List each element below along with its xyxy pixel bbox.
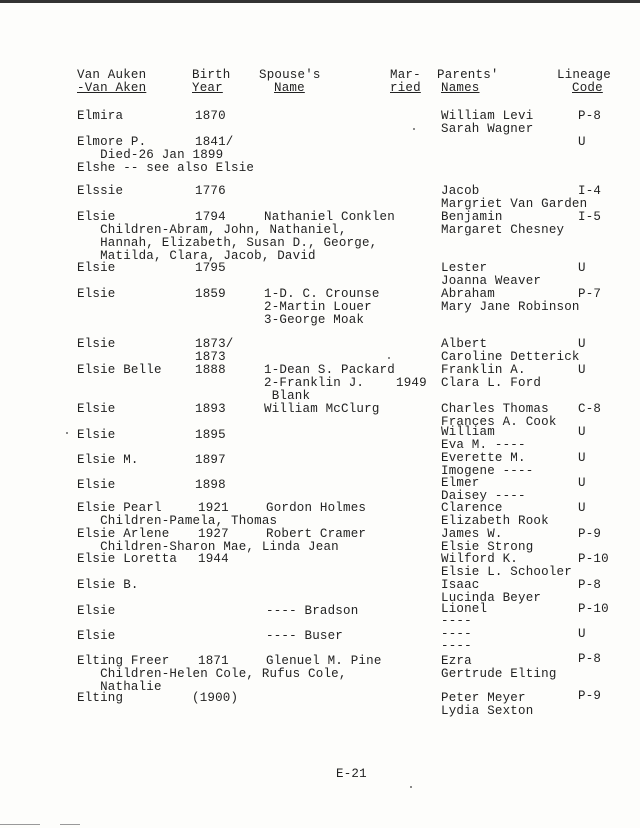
header-parents-1: Parents' bbox=[437, 68, 499, 82]
entry-spouse: 1-D. C. Crounse bbox=[264, 287, 380, 301]
entry-lineage-code: P-8 bbox=[578, 652, 602, 666]
entry-birth: 1873 bbox=[195, 350, 226, 364]
entry-parent-1: Everette M. bbox=[441, 451, 526, 465]
entry-parent-1: William bbox=[441, 425, 495, 439]
entry-spouse: Gordon Holmes bbox=[266, 501, 367, 515]
entry-spouse: Glenuel M. Pine bbox=[266, 654, 382, 668]
entry-name: Elsie Belle bbox=[77, 363, 162, 377]
entry-name: Elsie Pearl bbox=[77, 501, 162, 515]
scan-edge bbox=[0, 822, 640, 828]
entry-lineage-code: U bbox=[578, 135, 586, 149]
header-parents-2: Names bbox=[441, 81, 480, 95]
entry-parent-2: Lucinda Beyer bbox=[441, 591, 542, 605]
entry-birth: 1897 bbox=[195, 453, 226, 467]
entry-birth: 1841/ bbox=[195, 135, 234, 149]
entry-lineage-code: P-7 bbox=[578, 287, 602, 301]
entry-lineage-code: I-4 bbox=[578, 184, 602, 198]
header-lineage-2: Code bbox=[572, 81, 603, 95]
entry-name: Elmira bbox=[77, 109, 124, 123]
entry-parent-1: Lester bbox=[441, 261, 488, 275]
entry-parent-2: Clara L. Ford bbox=[441, 376, 542, 390]
top-border bbox=[0, 0, 640, 3]
entry-name: Elsie B. bbox=[77, 578, 139, 592]
entry-birth: 1776 bbox=[195, 184, 226, 198]
entry-birth: 1921 bbox=[198, 501, 229, 515]
entry-parent-1: Clarence bbox=[441, 501, 503, 515]
header-name-1: Van Auken bbox=[77, 68, 147, 82]
entry-children: Hannah, Elizabeth, Susan D., George, bbox=[77, 236, 378, 250]
entry-note: Elshe -- see also Elsie bbox=[77, 161, 255, 175]
scan-speck bbox=[66, 432, 68, 434]
entry-spouse: Robert Cramer bbox=[266, 527, 367, 541]
entry-name: Elsie bbox=[77, 402, 116, 416]
entry-birth: 1870 bbox=[195, 109, 226, 123]
entry-birth: 1944 bbox=[198, 552, 229, 566]
entry-parent-1: Albert bbox=[441, 337, 488, 351]
entry-spouse: 2-Franklin J. bbox=[264, 376, 365, 390]
entry-parent-1: Ezra bbox=[441, 654, 472, 668]
entry-parent-2: Daisey ---- bbox=[441, 489, 526, 503]
entry-lineage-code: U bbox=[578, 451, 586, 465]
entry-lineage-code: U bbox=[578, 501, 586, 515]
entry-lineage-code: U bbox=[578, 363, 586, 377]
entry-parent-1: ---- bbox=[441, 627, 472, 641]
entry-name: Elmore P. bbox=[77, 135, 147, 149]
entry-children: Children-Helen Cole, Rufus Cole, bbox=[77, 667, 347, 681]
entry-name: Elting bbox=[77, 691, 124, 705]
entry-lineage-code: P-9 bbox=[578, 689, 602, 703]
entry-spouse: 2-Martin Louer bbox=[264, 300, 372, 314]
entry-parent-1: Jacob bbox=[441, 184, 480, 198]
entry-birth: 1795 bbox=[195, 261, 226, 275]
entry-name: Elsie Loretta bbox=[77, 552, 178, 566]
entry-lineage-code: U bbox=[578, 476, 586, 490]
entry-lineage-code: U bbox=[578, 425, 586, 439]
entry-parent-2: Frances A. Cook bbox=[441, 415, 557, 429]
scan-speck bbox=[388, 357, 390, 359]
entry-lineage-code: C-8 bbox=[578, 402, 602, 416]
entry-lineage-code: U bbox=[578, 261, 586, 275]
entry-parent-2: Mary Jane Robinson bbox=[441, 300, 580, 314]
entry-parent-1: James W. bbox=[441, 527, 503, 541]
entry-name: Elsie bbox=[77, 478, 116, 492]
entry-name: Elssie bbox=[77, 184, 124, 198]
entry-name: Elsie bbox=[77, 629, 116, 643]
entry-parent-1: William Levi bbox=[441, 109, 534, 123]
entry-name: Elsie Arlene bbox=[77, 527, 170, 541]
entry-birth: 1859 bbox=[195, 287, 226, 301]
entry-parent-2: Joanna Weaver bbox=[441, 274, 542, 288]
entry-name: Elsie bbox=[77, 428, 116, 442]
header-married-1: Mar- bbox=[390, 68, 421, 82]
entry-lineage-code: P-8 bbox=[578, 578, 602, 592]
entry-spouse: William McClurg bbox=[264, 402, 380, 416]
entry-children: Children-Pamela, Thomas bbox=[77, 514, 278, 528]
scan-speck bbox=[410, 786, 412, 788]
entry-name: Elsie bbox=[77, 604, 116, 618]
entry-parent-1: Benjamin bbox=[441, 210, 503, 224]
header-lineage-1: Lineage bbox=[557, 68, 611, 82]
entry-name: Elsie bbox=[77, 261, 116, 275]
entry-birth: (1900) bbox=[192, 691, 239, 705]
entry-note: Died-26 Jan 1899 bbox=[77, 148, 224, 162]
entry-parent-1: Abraham bbox=[441, 287, 495, 301]
entry-parent-1: Wilford K. bbox=[441, 552, 519, 566]
entry-spouse: Nathaniel Conklen bbox=[264, 210, 395, 224]
entry-name: Elsie M. bbox=[77, 453, 139, 467]
entry-parent-2: Lydia Sexton bbox=[441, 704, 534, 718]
entry-lineage-code: P-9 bbox=[578, 527, 602, 541]
entry-parent-2: Imogene ---- bbox=[441, 464, 534, 478]
entry-birth: 1898 bbox=[195, 478, 226, 492]
header-spouse-1: Spouse's bbox=[259, 68, 321, 82]
entry-lineage-code: U bbox=[578, 337, 586, 351]
header-birth-2: Year bbox=[192, 81, 223, 95]
entry-birth: 1794 bbox=[195, 210, 226, 224]
entry-parent-1: Peter Meyer bbox=[441, 691, 526, 705]
header-spouse-2: Name bbox=[274, 81, 305, 95]
entry-parent-2: Caroline Detterick bbox=[441, 350, 580, 364]
entry-children: Children-Abram, John, Nathaniel, bbox=[77, 223, 347, 237]
entry-name: Elsie bbox=[77, 287, 116, 301]
entry-parent-2: Sarah Wagner bbox=[441, 122, 534, 136]
entry-lineage-code: P-10 bbox=[578, 602, 609, 616]
entry-lineage-code: P-8 bbox=[578, 109, 602, 123]
entry-name: Elsie bbox=[77, 210, 116, 224]
entry-children: Matilda, Clara, Jacob, David bbox=[77, 249, 316, 263]
entry-lineage-code: U bbox=[578, 627, 586, 641]
entry-birth: 1871 bbox=[198, 654, 229, 668]
entry-parent-2: ---- bbox=[441, 639, 472, 653]
entry-spouse: 1-Dean S. Packard bbox=[264, 363, 395, 377]
header-name-2: -Van Aken bbox=[77, 81, 147, 95]
entry-spouse: 3-George Moak bbox=[264, 313, 365, 327]
entry-birth: 1873/ bbox=[195, 337, 234, 351]
header-married-2: ried bbox=[390, 81, 421, 95]
entry-birth: 1895 bbox=[195, 428, 226, 442]
page-number: E-21 bbox=[336, 767, 367, 781]
entry-birth: 1888 bbox=[195, 363, 226, 377]
entry-spouse: ---- Buser bbox=[266, 629, 344, 643]
entry-name: Elsie bbox=[77, 337, 116, 351]
entry-children: Children-Sharon Mae, Linda Jean bbox=[77, 540, 339, 554]
entry-lineage-code: P-10 bbox=[578, 552, 609, 566]
entry-parent-2: Elizabeth Rook bbox=[441, 514, 549, 528]
entry-parent-2: Margaret Chesney bbox=[441, 223, 565, 237]
entry-parent-2: Elsie Strong bbox=[441, 540, 534, 554]
entry-parent-1: Elmer bbox=[441, 476, 480, 490]
entry-married: 1949 bbox=[396, 376, 427, 390]
entry-parent-1: Charles Thomas bbox=[441, 402, 549, 416]
entry-parent-2: Elsie L. Schooler bbox=[441, 565, 572, 579]
entry-children: Nathalie bbox=[77, 680, 162, 694]
entry-parent-2: Eva M. ---- bbox=[441, 438, 526, 452]
entry-birth: 1893 bbox=[195, 402, 226, 416]
entry-birth: 1927 bbox=[198, 527, 229, 541]
entry-spouse: Blank bbox=[264, 389, 311, 403]
entry-parent-2: Margriet Van Garden bbox=[441, 197, 588, 211]
entry-parent-1: Lionel bbox=[441, 602, 488, 616]
header-birth-1: Birth bbox=[192, 68, 231, 82]
entry-parent-1: Franklin A. bbox=[441, 363, 526, 377]
entry-name: Elting Freer bbox=[77, 654, 170, 668]
entry-parent-1: Isaac bbox=[441, 578, 480, 592]
entry-spouse: ---- Bradson bbox=[266, 604, 359, 618]
entry-parent-2: Gertrude Elting bbox=[441, 667, 557, 681]
scan-speck bbox=[413, 128, 415, 130]
entry-lineage-code: I-5 bbox=[578, 210, 602, 224]
entry-parent-2: ---- bbox=[441, 614, 472, 628]
